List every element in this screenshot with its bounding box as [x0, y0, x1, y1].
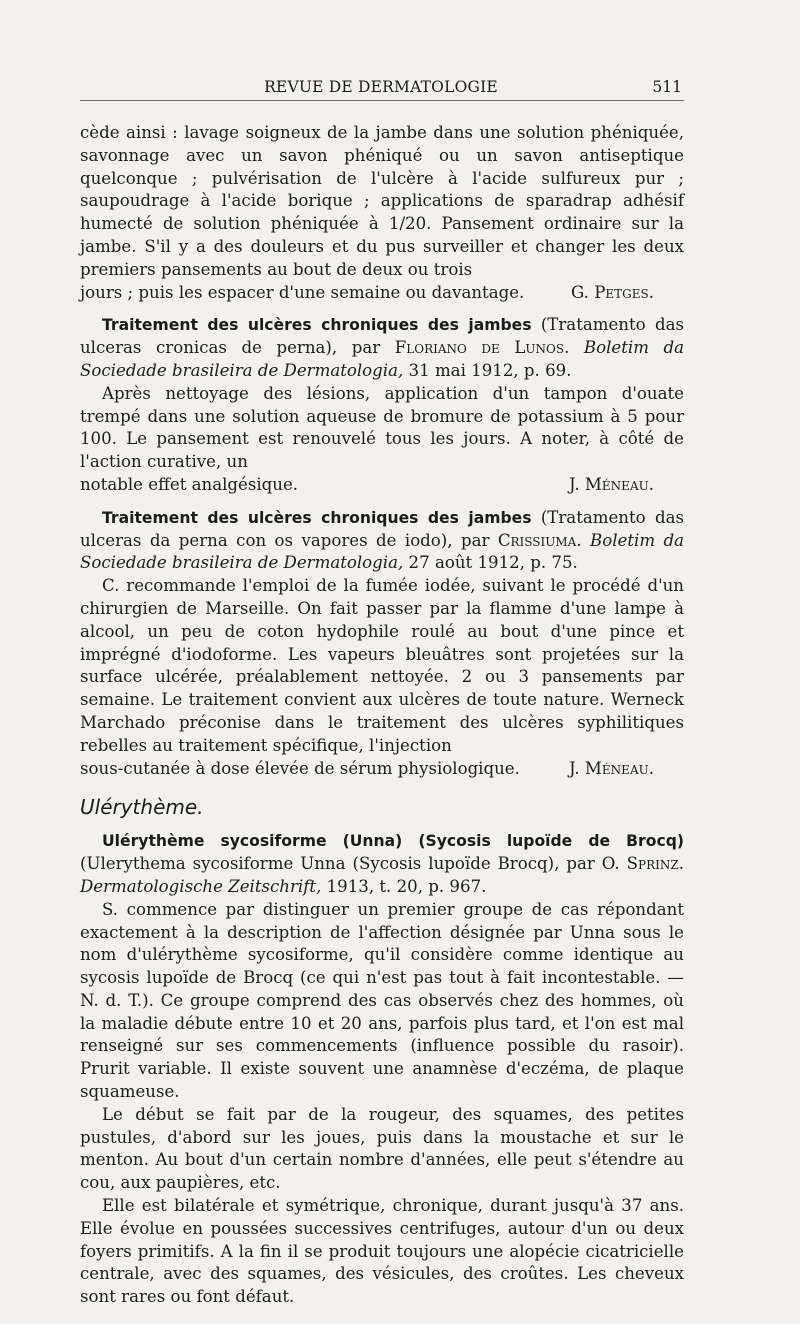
- abstract-heading: Traitement des ulcères chroniques des jambes (Tratamento das ulceras cronicas de perna), par Floriano de Lunos. Boletim da Sociedade brasileira de Dermatologia, 31 mai 1912, p. 69.: [80, 315, 685, 380]
- abstract-text: Le début se fait par de la rougeur, des squames, des petites pustules, d'abord sur les joues, puis dans la moustache et sur le menton. Au bout d'un certain nombre d'années, elle peut s'étendre au cou, aux paupières, etc.: [80, 1104, 684, 1193]
- abstract-text: Après nettoyage des lésions, application d'un tampon d'ouate trempé dans une solution aqueuse de bromure de potassium à 5 pour 100. Le pansement est renouvelé tous les jours. A noter, à côté de l'action curative, un: [80, 383, 684, 472]
- signature: J. Méneau.: [569, 758, 654, 778]
- author-name: Crissiuma: [497, 530, 577, 550]
- last-line-text: jours ; puis les espacer d'une semaine ou davantage.: [80, 282, 525, 302]
- citation-reference: 1913, t. 20, p. 967.: [321, 876, 487, 896]
- original-title: (Tratamento das ulceras cronicas de perna), par: [80, 315, 684, 358]
- author-name: Floriano de Lunos: [394, 338, 565, 358]
- article-body: [80, 122, 684, 1309]
- signature: J. Méneau.: [569, 474, 654, 494]
- original-title: (Ulerythema sycosiforme Unna (Sycosis lupoïde Brocq), par O.: [80, 854, 627, 874]
- abstract-text: Elle est bilatérale et symétrique, chronique, durant jusqu'à 37 ans. Elle évolue en poussées successives centrifuges, autour d'un ou deux foyers primitifs. A la fin il se produit toujours une alopécie cicatricielle centrale, avec des squames, des vésicules, des croûtes. Les cheveux sont rares ou font défaut.: [80, 1196, 684, 1307]
- abstract-title: Ulérythème sycosiforme (Unna) (Sycosis lupoïde de Brocq): [102, 832, 684, 851]
- running-title: REVUE DE DERMATOLOGIE: [264, 78, 498, 96]
- abstract-body: [80, 383, 684, 474]
- abstract-body: [80, 575, 684, 757]
- header-rule: [80, 100, 684, 101]
- citation-reference: 27 août 1912, p. 75.: [403, 553, 578, 573]
- abstract-title: Traitement des ulcères chroniques des jambes: [102, 316, 532, 335]
- page-number: 511: [652, 78, 682, 96]
- abstract-body: [80, 1195, 684, 1309]
- citation-reference: 31 mai 1912, p. 69.: [403, 360, 572, 380]
- page-header: [80, 74, 682, 100]
- abstract-title: Traitement des ulcères chroniques des jambes: [102, 508, 532, 527]
- abstract-text: C. recommande l'emploi de la fumée iodée, suivant le procédé d'un chirurgien de Marseille. On fait passer par la flamme d'une lampe à alcool, un peu de coton hydophile roulé au bout d'une pince et imprégné d'iodoforme. Les vapeurs bleuâtres sont projetées sur la surface ulcérée, préalablement nettoyée. 2 ou 3 pansements par semaine. Le traitement convient aux ulcères de toute nature. Werneck Marchado préconise dans le traitement des ulcères syphilitiques rebelles au traitement spécifique, l'injection: [80, 576, 684, 755]
- original-title: (Tratamento das ulceras da perna con os vapores de iodo), par: [80, 507, 684, 550]
- author-name: Sprinz: [626, 854, 679, 874]
- last-line-text: notable effet analgésique.: [80, 474, 299, 494]
- continuation-text: cède ainsi : lavage soigneux de la jambe dans une solution phéniquée, savonnage avec un savon phéniqué ou un savon antiseptique quelconque ; pulvérisation de l'ulcère à l'acide sulfureux pur ; saupoudrage à l'acide borique ; applications de sparadrap adhésif humecté de solution phéniquée à 1/20. Pansement ordinaire sur la jambe. S'il y a des douleurs et du pus surveiller et changer les deux premiers pansements au bout de deux ou trois: [80, 123, 684, 279]
- journal-name: Dermatologische Zeitschrift,: [80, 876, 322, 896]
- signature-line: [80, 474, 684, 497]
- journal-name: Boletim da Sociedade brasileira de Dermatologia,: [80, 530, 684, 573]
- last-line-text: sous-cutanée à dose élevée de sérum physiologique.: [80, 758, 520, 778]
- abstract-heading: Traitement des ulcères chroniques des jambes (Tratamento das ulceras da perna con os vapores de iodo), par Crissiuma. Boletim da Sociedade brasileira de Dermatologia, 27 août 1912, p. 75.: [80, 507, 684, 573]
- signature-line: [80, 282, 684, 305]
- signature-line: [80, 758, 684, 781]
- journal-name: Boletim da Sociedade brasileira de Dermatologia,: [80, 338, 685, 380]
- abstract-heading: Ulérythème sycosiforme (Unna) (Sycosis lupoïde de Brocq) (Ulerythema sycosiforme Unna (Sycosis lupoïde Brocq), par O. Sprinz. Dermatologische Zeitschrift, 1913, t. 20, p. 967.: [80, 832, 684, 896]
- abstract-body: [80, 899, 684, 1104]
- section-heading: Ulérythème.: [80, 795, 204, 820]
- abstract-body: [80, 1104, 684, 1195]
- abstract-text: S. commence par distinguer un premier groupe de cas répondant exactement à la description de l'affection désignée par Unna sous le nom d'ulérythème sycosiforme, qu'il considère comme identique au sycosis lupoïde de Brocq (ce qui n'est pas tout à fait incontestable. — N. d. T.). Ce groupe comprend des cas observés chez des hommes, où la maladie débute entre 10 et 20 ans, parfois plus tard, et l'on est mal renseigné sur ses commencements (influence possible du rasoir). Prurit variable. Il existe souvent une anamnèse d'eczéma, de plaque squameuse.: [80, 899, 684, 1102]
- continuation-paragraph: [80, 122, 684, 282]
- signature: G. Petges.: [571, 282, 654, 302]
